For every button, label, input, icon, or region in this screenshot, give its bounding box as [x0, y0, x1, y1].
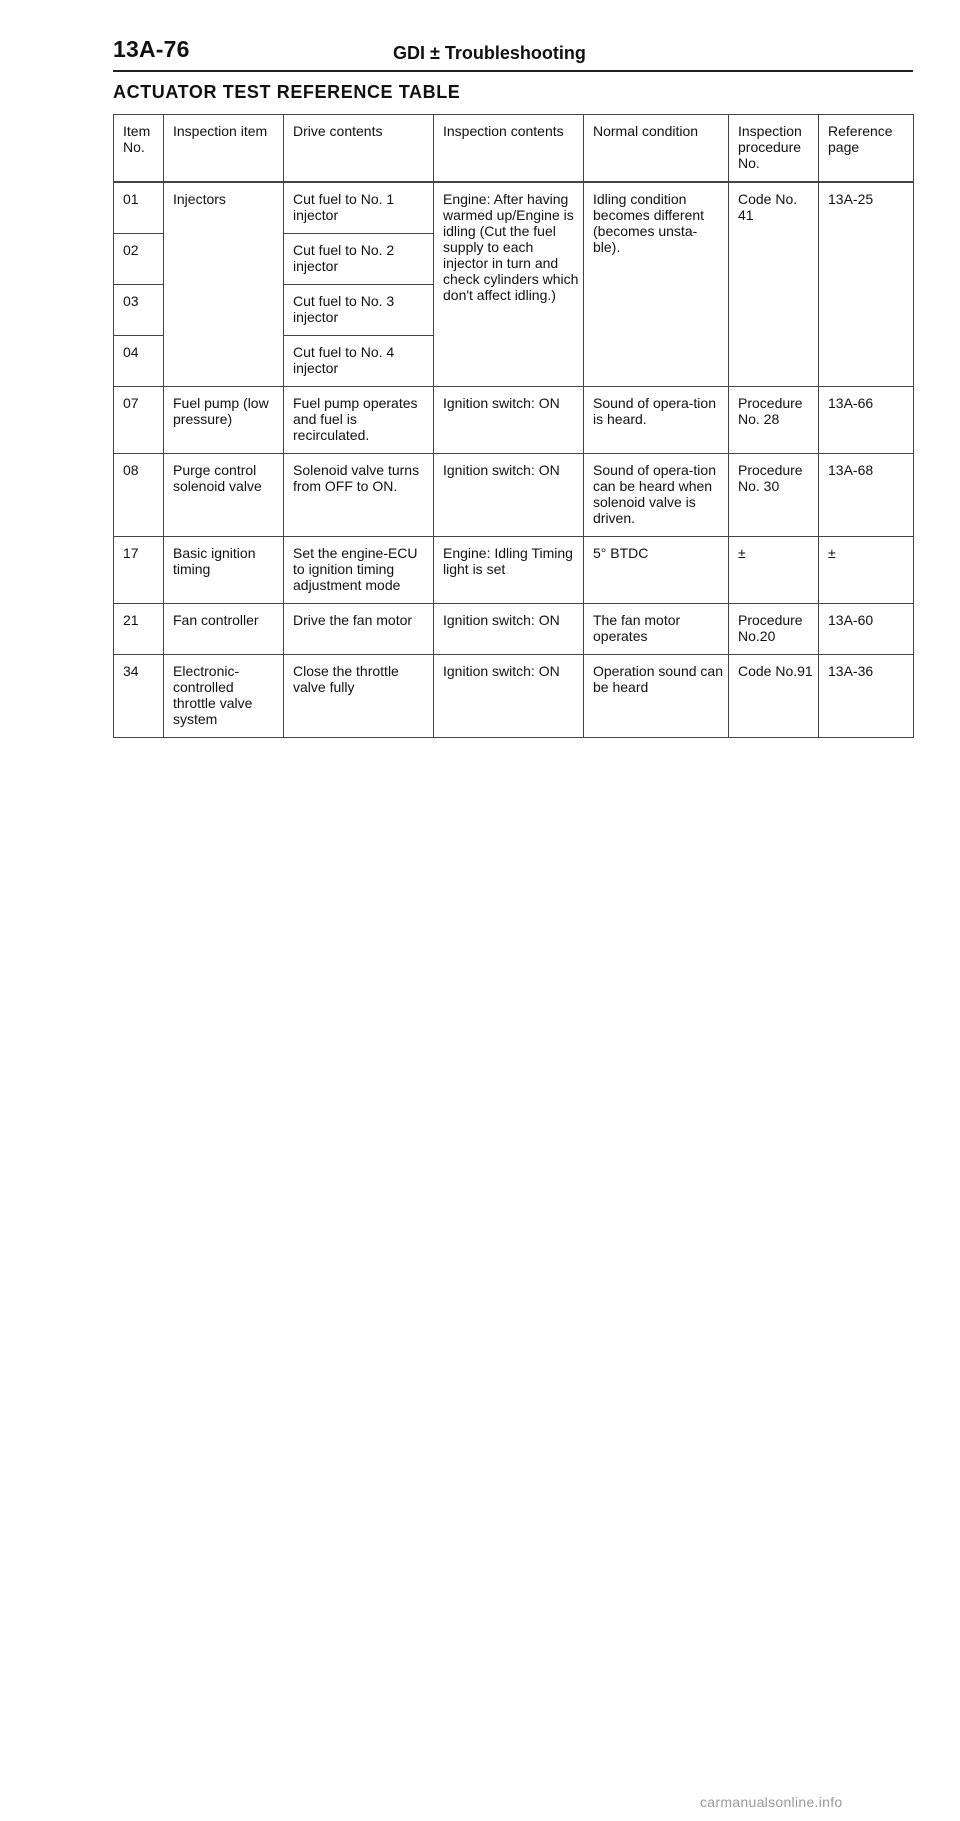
normal-condition-cell: 5° BTDC [584, 537, 729, 604]
drive-contents-cell: Fuel pump operates and fuel is recirculated. [284, 387, 434, 454]
normal-condition-cell: The fan motor operates [584, 604, 729, 655]
inspection-item-cell: Injectors [164, 182, 284, 387]
item-no-cell: 34 [114, 655, 164, 738]
inspection-item-cell: Basic ignition timing [164, 537, 284, 604]
col-header-item-no: Item No. [114, 115, 164, 183]
item-no-cell: 17 [114, 537, 164, 604]
reference-page-cell: 13A-68 [819, 454, 914, 537]
procedure-no-cell: Code No.91 [729, 655, 819, 738]
col-header-inspection-item: Inspection item [164, 115, 284, 183]
drive-contents-cell: Set the engine-ECU to ignition timing adjustment mode [284, 537, 434, 604]
procedure-no-cell: Procedure No.20 [729, 604, 819, 655]
reference-page-cell: 13A-36 [819, 655, 914, 738]
footer-watermark: carmanualsonline.info [700, 1794, 843, 1810]
reference-page-cell: 13A-66 [819, 387, 914, 454]
table-row [114, 655, 914, 738]
procedure-no-cell: Procedure No. 28 [729, 387, 819, 454]
reference-page-cell: ± [819, 537, 914, 604]
col-header-reference-page: Reference page [819, 115, 914, 183]
inspection-contents-cell: Ignition switch: ON [434, 604, 584, 655]
normal-condition-cell: Sound of opera-tion is heard. [584, 387, 729, 454]
reference-page-cell: 13A-25 [819, 182, 914, 387]
inspection-contents-cell: Engine: Idling Timing light is set [434, 537, 584, 604]
procedure-no-cell: Code No. 41 [729, 182, 819, 387]
normal-condition-cell: Idling condition becomes different (becomes unsta-ble). [584, 182, 729, 387]
col-header-drive-contents: Drive contents [284, 115, 434, 183]
table-row [114, 604, 914, 655]
table-row [114, 387, 914, 454]
col-header-procedure-no: Inspection procedure No. [729, 115, 819, 183]
normal-condition-cell: Sound of opera-tion can be heard when solenoid valve is driven. [584, 454, 729, 537]
drive-contents-cell: Drive the fan motor [284, 604, 434, 655]
item-no-cell: 02 [114, 234, 164, 285]
drive-contents-cell: Cut fuel to No. 3 injector [284, 285, 434, 336]
inspection-item-cell: Fan controller [164, 604, 284, 655]
normal-condition-cell: Operation sound can be heard [584, 655, 729, 738]
item-no-cell: 21 [114, 604, 164, 655]
col-header-inspection-contents: Inspection contents [434, 115, 584, 183]
table-title: ACTUATOR TEST REFERENCE TABLE [113, 82, 461, 102]
drive-contents-cell: Cut fuel to No. 1 injector [284, 182, 434, 234]
page-number: 13A-76 [113, 36, 190, 62]
reference-page-cell: 13A-60 [819, 604, 914, 655]
drive-contents-cell: Solenoid valve turns from OFF to ON. [284, 454, 434, 537]
table-header-row [114, 115, 914, 183]
procedure-no-cell: ± [729, 537, 819, 604]
section-title: GDI ± Troubleshooting [393, 43, 586, 63]
item-no-cell: 08 [114, 454, 164, 537]
table-row [114, 537, 914, 604]
item-no-cell: 03 [114, 285, 164, 336]
page-header [113, 36, 913, 72]
inspection-contents-cell: Ignition switch: ON [434, 454, 584, 537]
item-no-cell: 07 [114, 387, 164, 454]
drive-contents-cell: Close the throttle valve fully [284, 655, 434, 738]
actuator-test-table [113, 114, 914, 738]
inspection-item-cell: Purge control solenoid valve [164, 454, 284, 537]
inspection-contents-cell: Ignition switch: ON [434, 655, 584, 738]
item-no-cell: 01 [114, 182, 164, 234]
drive-contents-cell: Cut fuel to No. 4 injector [284, 336, 434, 387]
item-no-cell: 04 [114, 336, 164, 387]
col-header-normal-condition: Normal condition [584, 115, 729, 183]
inspection-item-cell: Electronic-controlled throttle valve system [164, 655, 284, 738]
drive-contents-cell: Cut fuel to No. 2 injector [284, 234, 434, 285]
inspection-contents-cell: Engine: After having warmed up/Engine is idling (Cut the fuel supply to each injector in turn and check cylinders which don't affect idling.) [434, 182, 584, 387]
inspection-contents-cell: Ignition switch: ON [434, 387, 584, 454]
procedure-no-cell: Procedure No. 30 [729, 454, 819, 537]
table-row [114, 454, 914, 537]
table-row [114, 182, 914, 234]
inspection-item-cell: Fuel pump (low pressure) [164, 387, 284, 454]
